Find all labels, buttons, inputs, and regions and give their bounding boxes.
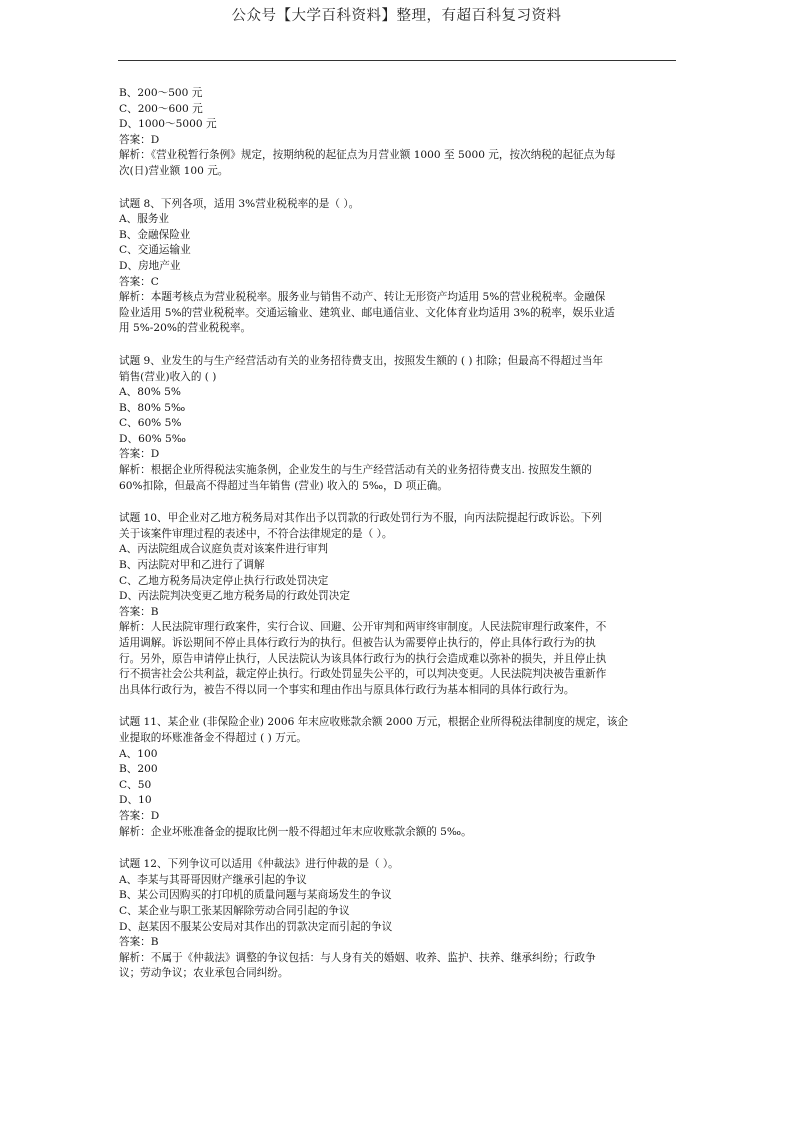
text-line: 解析：本题考核点为营业税税率。服务业与销售不动产、转让无形资产均适用 5%的营业税税率。金融保 <box>119 291 606 304</box>
text-line: 试题 11、某企业 (非保险企业) 2006 年末应收账款余额 2000 万元，根据企业所得税法律制度的规定，该企 <box>119 716 629 729</box>
question-block <box>119 511 679 698</box>
page-header: 公众号【大学百科资料】整理，有超百科复习资料 <box>231 8 562 24</box>
block-spacer <box>119 840 679 857</box>
text-line: 销售(营业)收入的 ( ) <box>119 370 217 383</box>
text-line: 答案：C <box>119 275 159 288</box>
text-line: D、60% 5‰ <box>119 432 186 445</box>
text-line: 适用调解。诉讼期间不停止具体行政行为的执行。但被告认为需要停止执行的，停止具体行政行为的执 <box>119 637 596 649</box>
text-line: A、80% 5% <box>119 386 181 399</box>
text-line: 关于该案件审理过程的表述中，不符合法律规定的是（ ）。 <box>119 527 393 540</box>
block-spacer <box>119 698 679 715</box>
text-line: 行不损害社会公共利益，裁定停止执行。行政处罚显失公平的，可以判决变更。人民法院判决被告重新作 <box>119 668 607 681</box>
text-line: 解析：人民法院审理行政案件，实行合议、回避、公开审判和两审终审制度。人民法院审理行政案件，不 <box>119 621 607 634</box>
text-line: 试题 8、下列各项，适用 3%营业税税率的是（ ）。 <box>119 197 360 210</box>
text-line: B、200 <box>119 763 158 776</box>
text-line: 答案：D <box>119 809 160 822</box>
text-line: D、房地产业 <box>119 259 181 272</box>
text-line: D、赵某因不服某公安局对其作出的罚款决定而引起的争议 <box>119 920 393 933</box>
text-line: C、60% 5% <box>119 417 182 430</box>
text-line: 试题 9、业发生的与生产经营活动有关的业务招待费支出，按照发生额的 ( ) 扣除；但最高不得超过当年 <box>119 354 604 367</box>
question-block <box>119 354 679 494</box>
text-line: 行。另外，原告申请停止执行，人民法院认为该具体行政行为的执行会造成难以弥补的损失，并且停止执 <box>119 652 607 665</box>
text-line: A、李某与其哥哥因财产继承引起的争议 <box>119 873 307 886</box>
text-line: 议；劳动争议；农业承包合同纠纷。 <box>119 967 289 980</box>
text-line: D、10 <box>119 794 152 807</box>
question-block <box>119 857 679 982</box>
text-line: 答案：B <box>119 936 159 949</box>
text-line: 60%扣除，但最高不得超过当年销售 (营业) 收入的 5‰，D 项正确。 <box>119 479 448 492</box>
text-line: 试题 10、甲企业对乙地方税务局对其作出予以罚款的行政处罚行为不服，向丙法院提起行政诉讼。下列 <box>119 512 602 525</box>
question-block <box>119 715 679 840</box>
text-line: 用 5%-20%的营业税税率。 <box>119 322 252 335</box>
question-block <box>119 197 679 337</box>
text-line: B、丙法院对甲和乙进行了调解 <box>119 559 265 572</box>
text-line: B、金融保险业 <box>119 228 191 241</box>
text-line: D、丙法院判决变更乙地方税务局的行政处罚决定 <box>119 590 350 603</box>
text-line: D、1000～5000 元 <box>119 118 217 131</box>
header-divider <box>118 60 676 61</box>
text-line: B、200～500 元 <box>119 87 203 99</box>
text-line: C、200～600 元 <box>119 102 203 115</box>
text-line: 出具体行政行为，被告不得以同一个事实和理由作出与原具体行政行为基本相同的具体行政行为。 <box>119 683 575 696</box>
text-line: C、乙地方税务局决定停止执行行政处罚决定 <box>119 574 329 587</box>
block-spacer <box>119 337 679 354</box>
block-spacer <box>119 180 679 197</box>
text-line: 答案：D <box>119 448 160 461</box>
text-line: C、50 <box>119 778 152 791</box>
text-line: 答案：D <box>119 133 160 146</box>
text-line: C、某企业与职工张某因解除劳动合同引起的争议 <box>119 904 350 917</box>
question-fragment <box>119 86 679 180</box>
text-line: 解析：不属于《仲裁法》调整的争议包括：与人身有关的婚姻、收养、监护、扶养、继承纠纷；行政争 <box>119 951 596 964</box>
document-body <box>119 86 679 982</box>
text-line: A、丙法院组成合议庭负责对该案件进行审判 <box>119 543 328 556</box>
text-line: 险业适用 5%的营业税税率。交通运输业、建筑业、邮电通信业、文化体育业均适用 3%的税率，娱乐业适 <box>119 306 615 319</box>
text-line: 试题 12、下列争议可以适用《仲裁法》进行仲裁的是（ ）。 <box>119 858 399 871</box>
text-line: 次(日)营业额 100 元。 <box>119 164 229 177</box>
text-line: 解析：企业坏账准备金的提取比例一般不得超过年末应收账款余额的 5‰。 <box>119 825 472 838</box>
text-line: A、服务业 <box>119 213 170 226</box>
text-line: C、交通运输业 <box>119 244 191 257</box>
text-line: A、100 <box>119 747 158 760</box>
text-line: B、某公司因购买的打印机的质量问题与某商场发生的争议 <box>119 889 392 902</box>
text-line: 解析：根据企业所得税法实施条例，企业发生的与生产经营活动有关的业务招待费支出. 按照发生额的 <box>119 464 592 477</box>
text-line: 业提取的坏账准备金不得超过 ( ) 万元。 <box>119 731 307 744</box>
text-line: 解析：《营业税暂行条例》规定，按期纳税的起征点为月营业额 1000 至 5000 元，按次纳税的起征点为每 <box>119 149 616 162</box>
block-spacer <box>119 494 679 511</box>
text-line: 答案：B <box>119 605 159 618</box>
text-line: B、80% 5‰ <box>119 401 186 414</box>
